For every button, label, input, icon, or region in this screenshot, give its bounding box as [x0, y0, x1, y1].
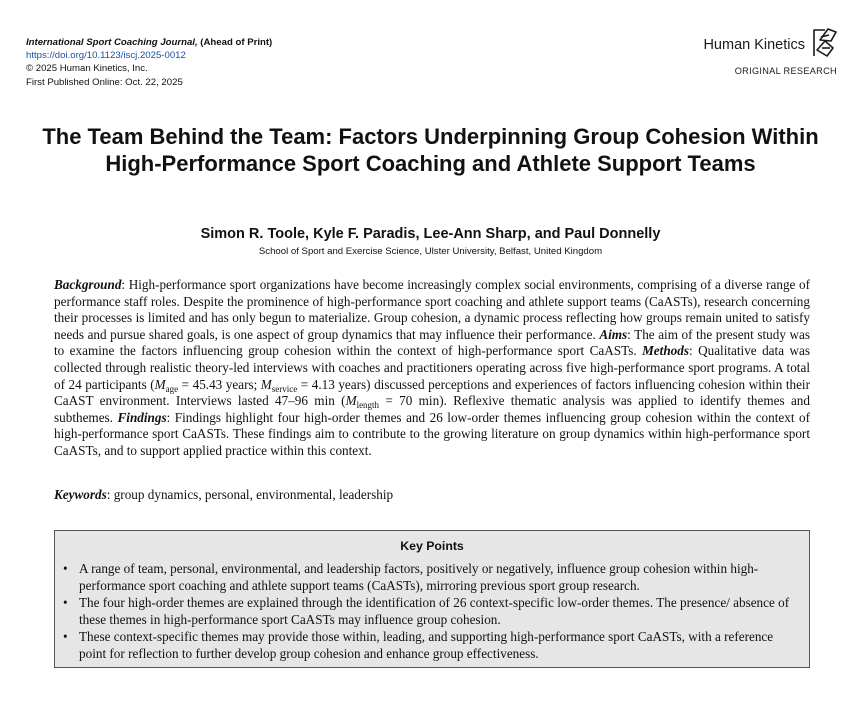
- journal-info: [26, 36, 446, 89]
- publisher-block: [579, 26, 839, 78]
- copyright-line: © 2025 Human Kinetics, Inc.: [26, 63, 148, 75]
- methods-label: Methods: [642, 343, 689, 359]
- key-point-item: • The four high-order themes are explained through the identification of 26 context-specific low-order themes. The presence/ absence of these themes in high-performance sport CaASTs may influence group cohesion.: [79, 595, 795, 628]
- length-value: = 70 min). Reflexive thematic analysis was applied to identify themes and subthemes.: [54, 393, 810, 425]
- publisher-name: Human Kinetics: [703, 37, 805, 53]
- methods-text: : Qualitative data was collected through realistic theory-led interviews with coaches and practitioners operating across five high-performance sport programs. A total of 24 participants (: [54, 343, 810, 392]
- journal-citation: [26, 36, 446, 49]
- affiliation: School of Sport and Exercise Science, Ulster University, Belfast, United Kingdom: [258, 246, 603, 257]
- service-value: = 4.13 years) discussed perceptions and experiences of factors influencing cohesion within their CaAST environment. Interviews lasted 47–96 min (: [54, 376, 810, 409]
- mean-symbol: M: [154, 376, 166, 392]
- doi-link[interactable]: https://doi.org/10.1123/iscj.2025-0012: [26, 50, 186, 62]
- findings-label: Findings: [117, 409, 167, 425]
- mean-symbol: M: [260, 376, 272, 392]
- mean-symbol: M: [345, 393, 357, 409]
- aims-label: Aims: [599, 326, 628, 342]
- aims-text: : The aim of the present study was to examine the factors influencing group cohesion within the context of high-performance sport CaASTs.: [54, 326, 810, 359]
- publisher-logo-icon: [811, 26, 839, 58]
- age-subscript: age: [165, 383, 179, 394]
- keywords-label: Keywords: [54, 487, 107, 502]
- key-point-item: • A range of team, personal, environmental, and leadership factors, positively or negatively, influence group cohesion within high-performance sport coaching and athlete support teams (CaASTs), mirroring previous sport group research.: [79, 561, 795, 594]
- keywords-text: : group dynamics, personal, environmental, leadership: [106, 487, 394, 502]
- length-subscript: length: [356, 400, 380, 411]
- journal-name: International Sport Coaching Journal,: [26, 37, 198, 48]
- key-points-list: [55, 561, 809, 663]
- background-label: Background: [54, 277, 122, 292]
- key-points-title: Key Points: [400, 539, 464, 553]
- publisher-row: [703, 26, 839, 58]
- service-subscript: service: [271, 383, 298, 394]
- journal-status: (Ahead of Print): [197, 37, 273, 48]
- author-list: Simon R. Toole, Kyle F. Paradis, Lee-Ann Sharp, and Paul Donnelly: [200, 226, 661, 242]
- abstract: [54, 277, 810, 460]
- findings-text: : Findings highlight four high-order themes and 26 low-order themes influencing group cohesion within the context of high-performance sport CaASTs. These findings aim to contribute to the growing literature on group dynamics within high-performance sport CaASTs, and to support applied practice within this context.: [54, 409, 810, 458]
- background-text: : High-performance sport organizations have become increasingly complex social environments, comprising of a diverse range of performance staff roles. Despite the prominence of high-performance sport coaching and athlete support teams (CaASTs), research concerning their processes is limited and has only begun to materialize. Group cohesion, a dynamic process reflecting how groups remain united to satisfy needs and pursue shared goals, is one aspect of group dynamics that may influence their performance.: [54, 277, 810, 342]
- article-title: The Team Behind the Team: Factors Underpinning Group Cohesion Within High-Performance Sport Coaching and Athlete Support Teams: [42, 124, 819, 176]
- key-point-item: • These context-specific themes may provide those within, leading, and supporting high-performance sport CaASTs, with a reference point for reflection to further develop group cohesion and enhance group effectiveness.: [79, 629, 795, 662]
- age-value: = 45.43 years;: [178, 376, 261, 392]
- article-type: ORIGINAL RESEARCH: [734, 66, 837, 76]
- publication-date: First Published Online: Oct. 22, 2025: [26, 76, 183, 88]
- key-points-box: [54, 530, 810, 668]
- keywords: [54, 487, 810, 503]
